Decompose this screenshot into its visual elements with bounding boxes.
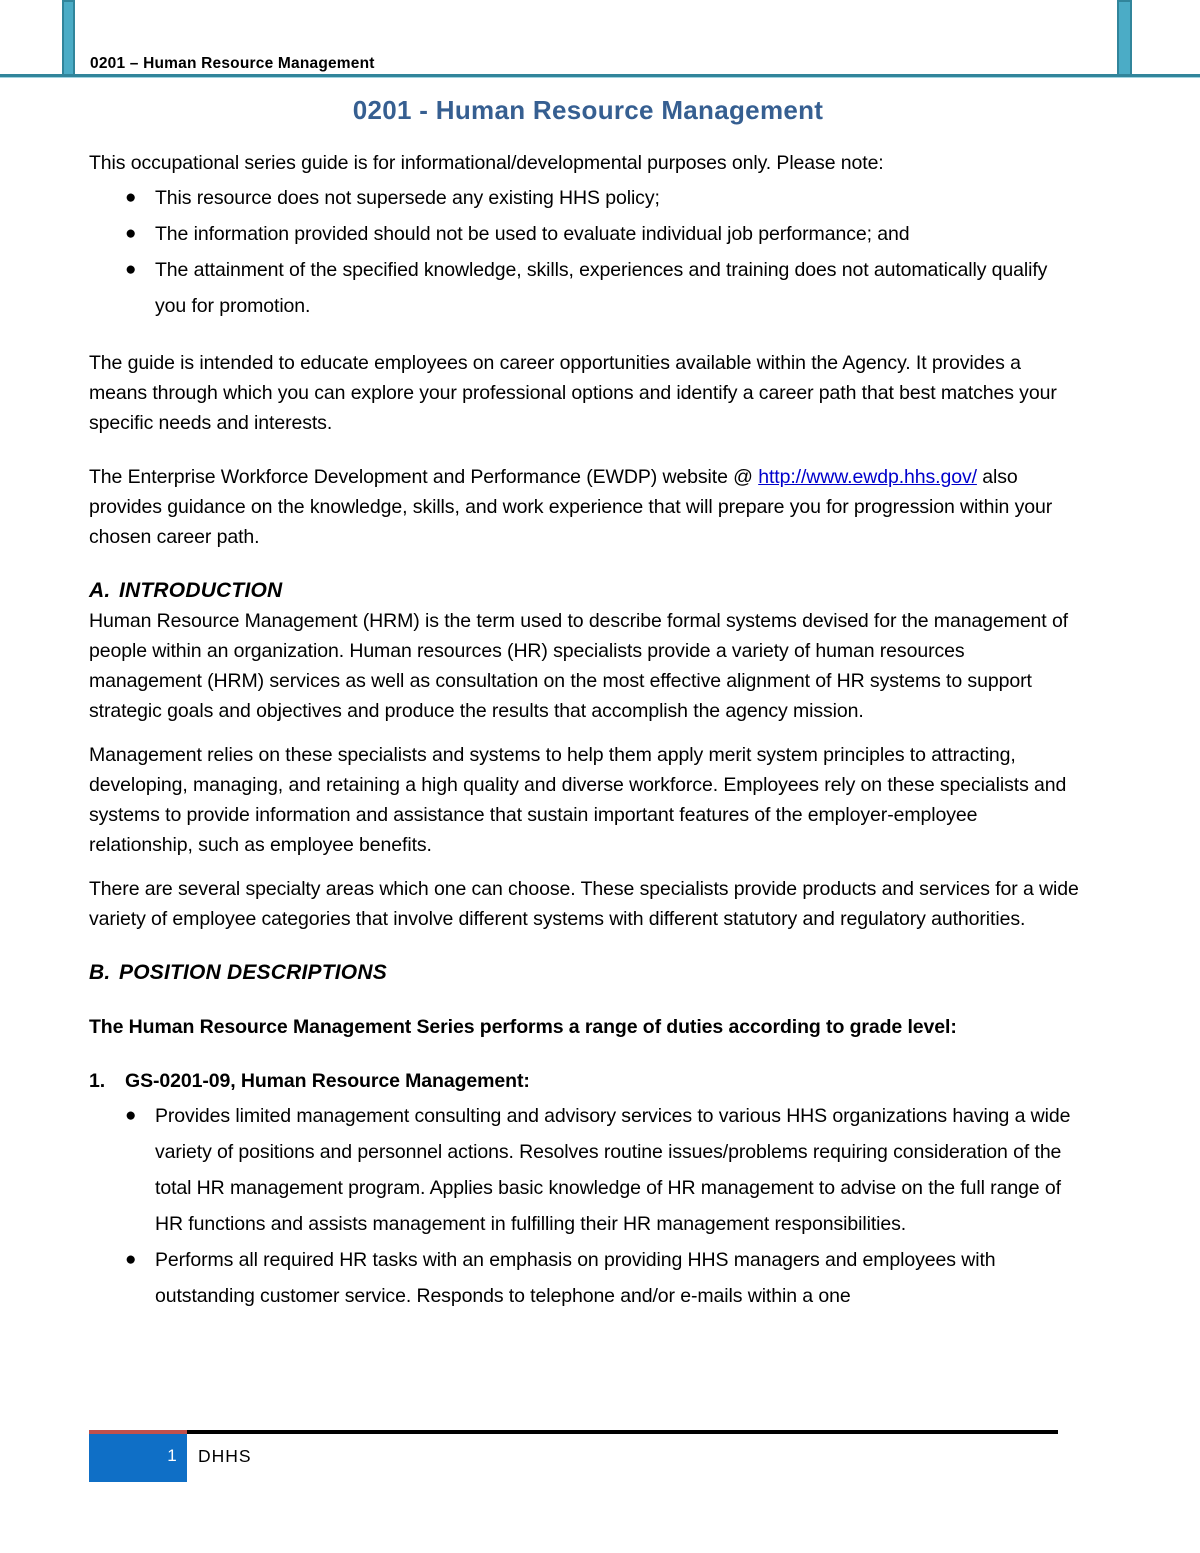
list-item	[89, 1098, 1081, 1242]
intro-bullet-list	[89, 180, 1081, 324]
spacer	[89, 934, 1081, 958]
page-title: 0201 - Human Resource Management	[352, 95, 824, 125]
intro-paragraph: This occupational series guide is for informational/developmental purposes only. Please note:	[89, 152, 884, 174]
list-item-text: The information provided should not be used to evaluate individual job performance; and	[155, 223, 910, 245]
introduction-paragraph-1: Human Resource Management (HRM) is the term used to describe formal systems devised for the management of people within an organization. Human resources (HR) specialists provide a variety of human resources management (HRM) services as well as consultation on the most effective alignment of HR systems to support strategic goals and objectives and produce the results that accomplish the agency mission.	[89, 610, 1069, 722]
spacer	[89, 860, 1081, 874]
list-item-text: This resource does not supersede any existing HHS policy;	[155, 187, 660, 209]
list-item	[89, 1066, 1081, 1096]
grade-level-list	[89, 1066, 1081, 1096]
footer-rule	[187, 1430, 1058, 1434]
page-number: 1	[167, 1446, 177, 1465]
ewdp-paragraph	[89, 462, 1081, 552]
footer-organization-label: DHHS	[198, 1446, 252, 1466]
page-header	[0, 0, 1200, 82]
section-heading-position-descriptions	[89, 958, 1081, 988]
page-footer	[0, 1424, 1200, 1524]
spacer	[89, 438, 1081, 462]
running-head: 0201 – Human Resource Management	[90, 55, 375, 72]
spacer	[89, 988, 1081, 1012]
header-accent-bar-left	[62, 0, 75, 76]
ewdp-website-link[interactable]: http://www.ewdp.hhs.gov/	[758, 466, 977, 488]
section-title: POSITION DESCRIPTIONS	[119, 961, 387, 984]
page-number-box	[89, 1434, 187, 1482]
document-body	[89, 95, 1081, 1314]
section-letter: B.	[89, 961, 111, 984]
bullet-icon: ●	[125, 187, 137, 208]
list-item-number: 1.	[89, 1070, 106, 1092]
section-heading-introduction	[89, 576, 1081, 606]
list-item	[89, 216, 1081, 252]
introduction-paragraph-3: There are several specialty areas which one can choose. These specialists provide products and services for a wide variety of employee categories that involve different systems with different statutory and regulatory authorities.	[89, 878, 1079, 930]
list-item-text: The attainment of the specified knowledge, skills, experiences and training does not automatically qualify you for promotion.	[155, 259, 1048, 317]
list-item	[89, 180, 1081, 216]
list-item	[89, 252, 1081, 324]
spacer	[89, 324, 1081, 348]
spacer	[89, 552, 1081, 576]
ewdp-text-before: The Enterprise Workforce Development and Performance (EWDP) website @	[89, 466, 759, 488]
spacer	[89, 1042, 1081, 1066]
section-title: INTRODUCTION	[119, 579, 283, 602]
header-divider-rule-thin	[0, 77, 1200, 78]
list-item	[89, 1242, 1081, 1314]
list-item-text: Provides limited management consulting and advisory services to various HHS organizations having a wide variety of positions and personnel actions. Resolves routine issues/problems requiring consideration of the total HR management program. Applies basic knowledge of HR management to advise on the full range of HR functions and assists management in fulfilling their HR management responsibilities.	[155, 1105, 1071, 1235]
ewdp-text-after: also provides guidance on the knowledge, skills, and work experience that will prepare you for progression within your chosen career path.	[89, 466, 1053, 548]
bullet-icon: ●	[125, 1249, 137, 1270]
spacer	[89, 726, 1081, 740]
bullet-icon: ●	[125, 259, 137, 280]
position-descriptions-lead-in: The Human Resource Management Series performs a range of duties according to grade level:	[89, 1016, 957, 1038]
introduction-paragraph-2: Management relies on these specialists and systems to help them apply merit system principles to attracting, developing, managing, and retaining a high quality and diverse workforce. Employees rely on these specialists and systems to provide information and assistance that sustain important features of the employer-employee relationship, such as employee benefits.	[89, 744, 1067, 856]
list-item-text: Performs all required HR tasks with an emphasis on providing HHS managers and employees with outstanding customer service. Responds to telephone and/or e-mails within a one	[155, 1249, 996, 1307]
guide-paragraph: The guide is intended to educate employees on career opportunities available within the Agency. It provides a means through which you can explore your professional options and identify a career path that best matches your specific needs and interests.	[89, 352, 1057, 434]
bullet-icon: ●	[125, 1105, 137, 1126]
section-letter: A.	[89, 579, 111, 602]
bullet-icon: ●	[125, 223, 137, 244]
grade-09-duty-list	[89, 1098, 1081, 1314]
list-item-label: GS-0201-09, Human Resource Management:	[125, 1070, 530, 1092]
header-accent-bar-right	[1117, 0, 1132, 76]
